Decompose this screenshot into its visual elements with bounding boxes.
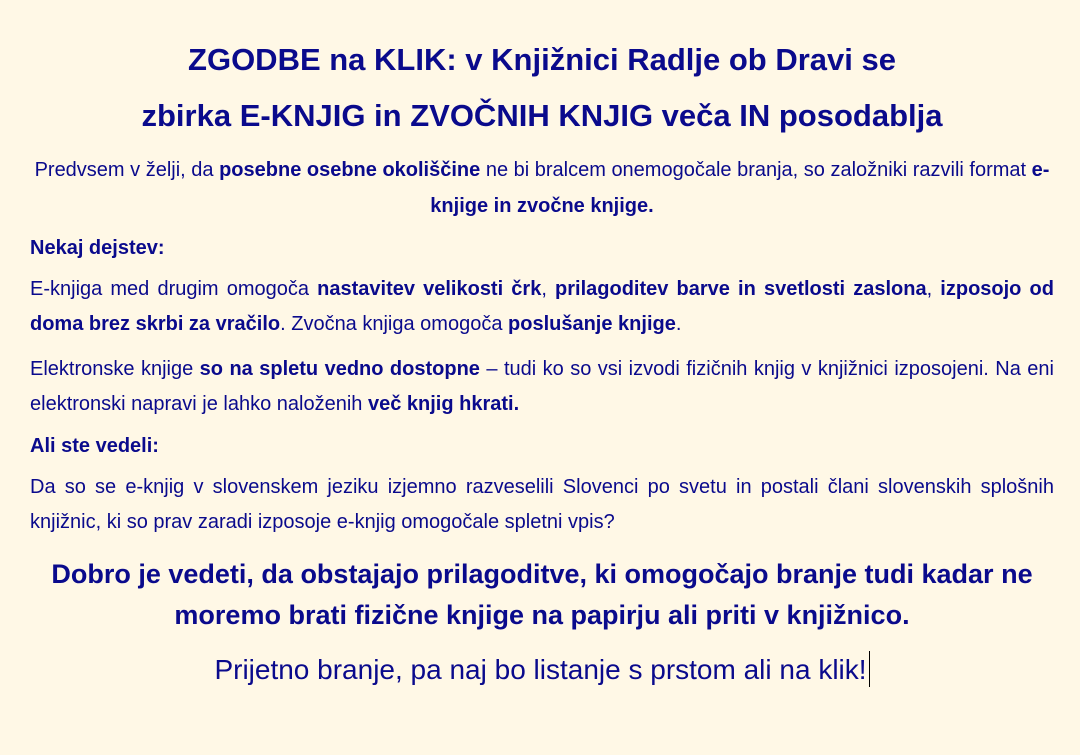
- title-line-2: zbirka E-KNJIG in ZVOČNIH KNJIG veča IN posodablja: [141, 98, 943, 133]
- facts-p1-bold-4: poslušanje knjige: [508, 313, 676, 335]
- facts-paragraph-1: [30, 272, 1054, 342]
- intro-bold-1: posebne osebne okoliščine: [219, 159, 481, 181]
- intro-paragraph: [30, 152, 1054, 224]
- facts-p2-bold-1: so na spletu vedno dostopne: [199, 358, 480, 380]
- emphasis-statement: Dobro je vedeti, da obstajajo prilagoditve, ki omogočajo branje tudi kadar ne moremo brati fizične knjige na papirju ali priti v knjižnico.: [51, 559, 1033, 630]
- facts-p1-bold-3: izposojo od doma brez skrbi za vračilo: [30, 278, 1054, 335]
- facts-p1-text-4: . Zvočna knjiga omogoča: [280, 313, 509, 335]
- page-title: [30, 0, 1054, 144]
- intro-text-1: Predvsem v želji, da: [34, 159, 220, 181]
- facts-p1-bold-1: nastavitev velikosti črk: [317, 278, 542, 300]
- facts-p2-bold-2: več knjig hkrati.: [367, 393, 520, 415]
- intro-bold-2: e-knjige in zvočne knjige.: [430, 159, 1050, 217]
- facts-p1-text-3: ,: [926, 278, 941, 300]
- did-you-know-paragraph: Da so se e-knjig v slovenskem jeziku izjemno razveselili Slovenci po svetu in postali člani slovenskih splošnih knjižnic, ki so prav zaradi izposoje e-knjig omogočale spletni vpis?: [30, 476, 1054, 533]
- facts-heading: Nekaj dejstev:: [30, 237, 165, 259]
- closing-line[interactable]: [30, 650, 1054, 690]
- facts-p1-bold-2: prilagoditev barve in svetlosti zaslona: [555, 278, 927, 300]
- facts-p2-text-1: Elektronske knjige: [30, 358, 200, 380]
- did-you-know-heading: Ali ste vedeli:: [30, 435, 159, 457]
- facts-paragraph-2: [30, 352, 1054, 422]
- text-cursor: [869, 651, 870, 687]
- facts-p1-text-1: E-knjiga med drugim omogoča: [30, 278, 318, 300]
- facts-p1-text-5: .: [675, 313, 682, 335]
- facts-p2-text-2: – tudi ko so vsi izvodi fizičnih knjig v knjižnici izposojeni. Na eni elektronski napravi je lahko naloženih: [30, 358, 1054, 415]
- title-line-1: ZGODBE na KLIK: v Knjižnici Radlje ob Dravi se: [188, 42, 896, 77]
- intro-text-2: ne bi bralcem onemogočale branja, so založniki razvili format: [480, 159, 1032, 181]
- facts-p1-text-2: ,: [541, 278, 556, 300]
- closing-text: Prijetno branje, pa naj bo listanje s prstom ali na klik!: [214, 654, 867, 685]
